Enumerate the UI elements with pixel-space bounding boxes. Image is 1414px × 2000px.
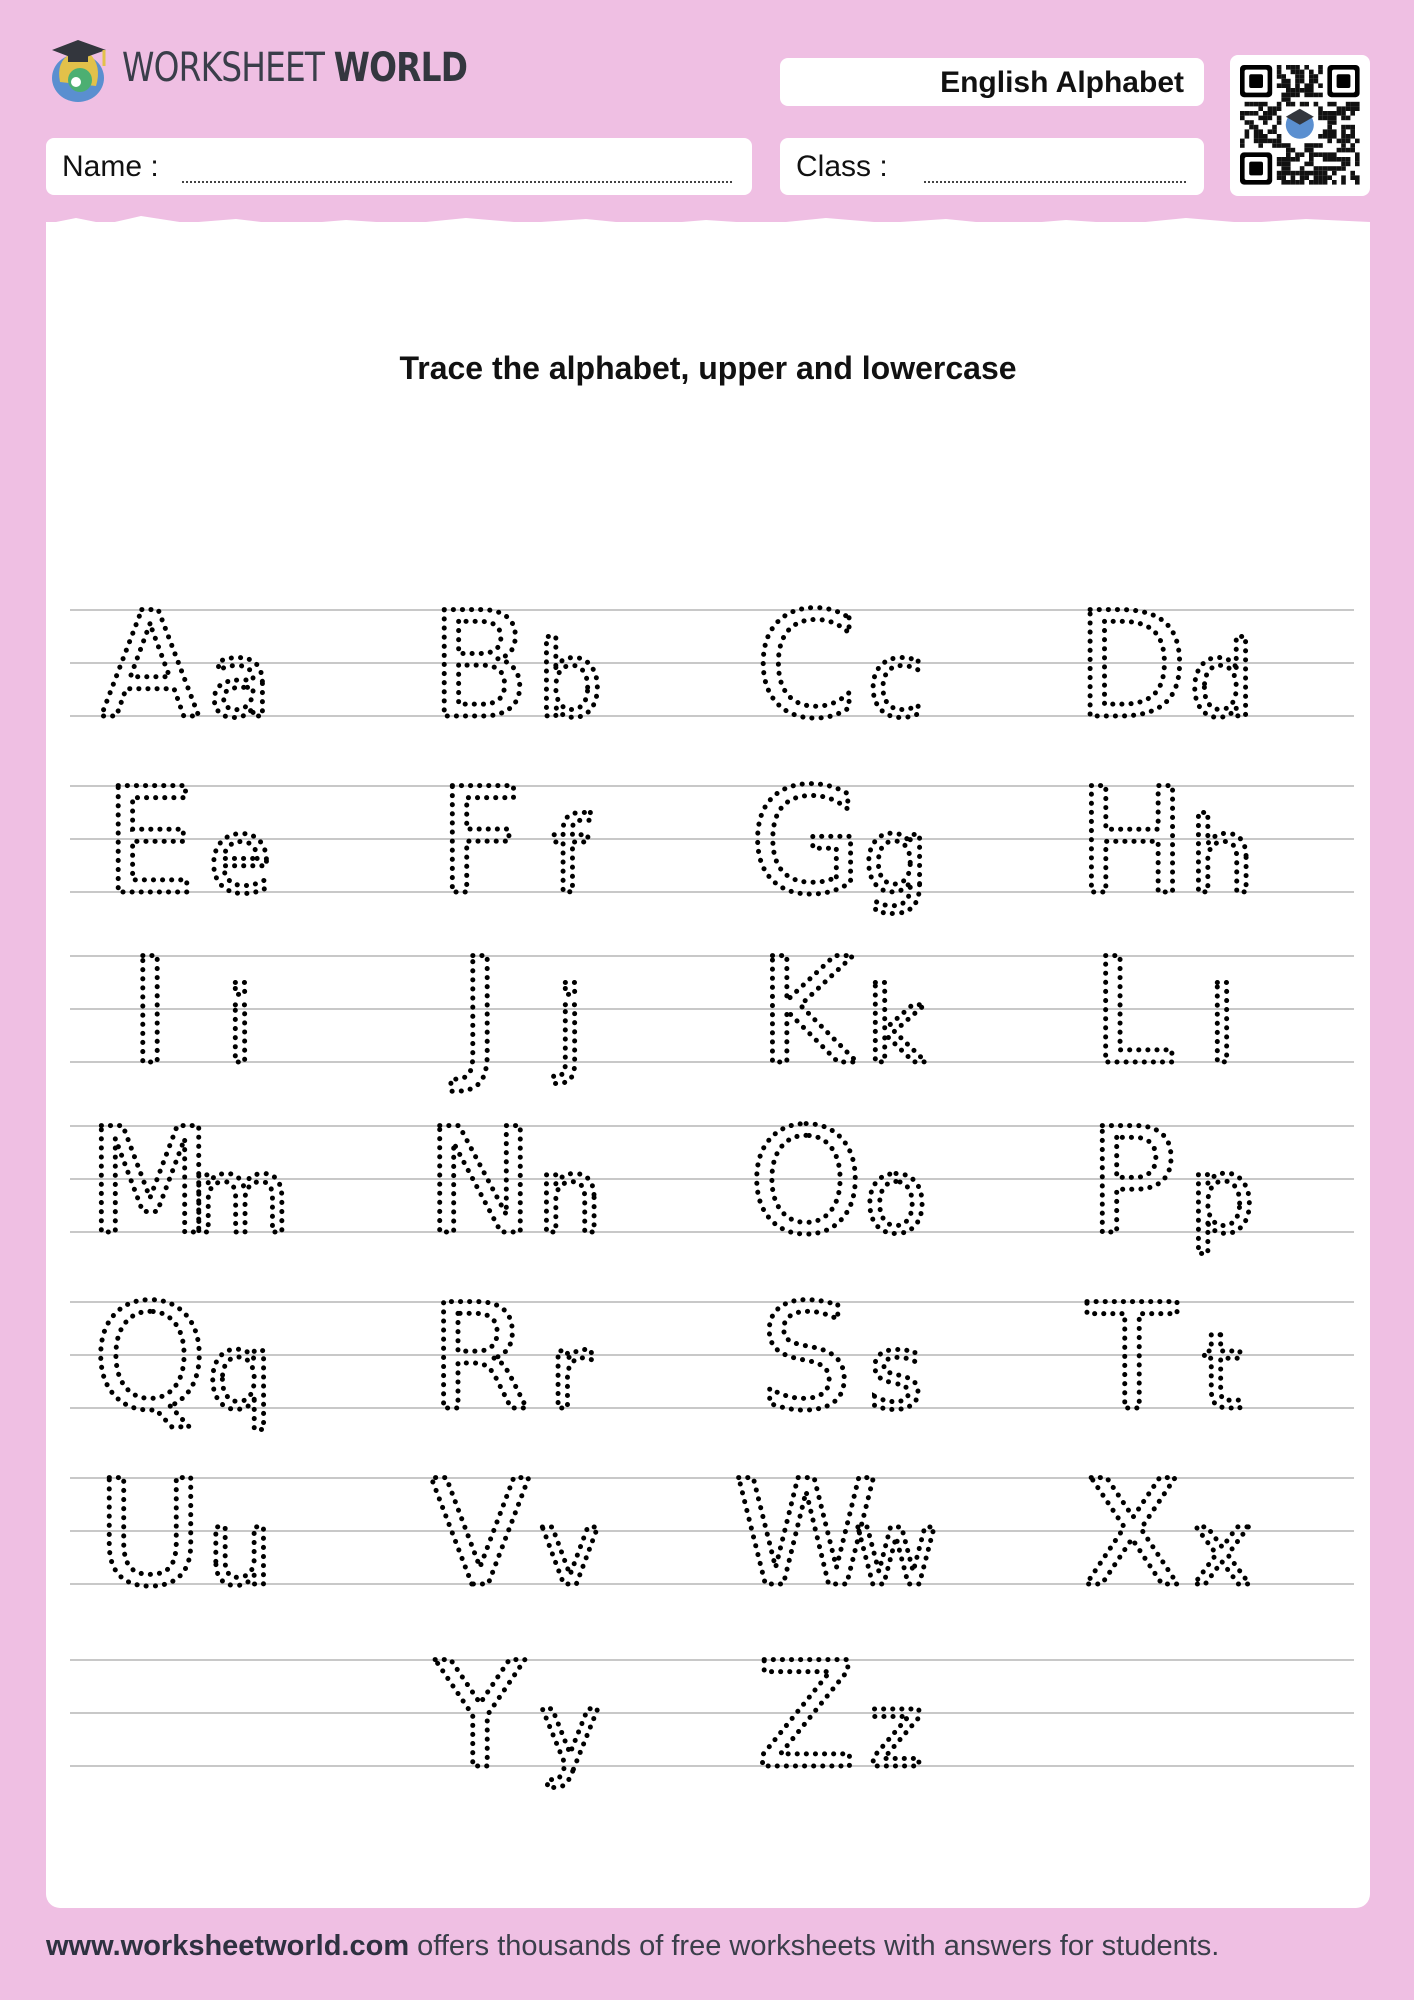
- uppercase-letter-i: I: [128, 927, 172, 1097]
- lowercase-letter-b: b: [536, 619, 604, 741]
- lowercase-letter-a: a: [208, 619, 272, 741]
- uppercase-letter-b: B: [429, 581, 531, 751]
- uppercase-letter-h: H: [1077, 757, 1187, 927]
- lowercase-letter-d: d: [1188, 619, 1256, 741]
- uppercase-letter-t: T: [1087, 1273, 1177, 1443]
- lowercase-letter-s: s: [868, 1311, 924, 1433]
- footer-tagline: offers thousands of free worksheets with answers for students.: [409, 1930, 1220, 1962]
- brand-bold: WORLD: [333, 45, 468, 91]
- lowercase-letter-x: x: [1191, 1487, 1253, 1609]
- class-label: Class :: [796, 150, 888, 183]
- uppercase-letter-s: S: [759, 1273, 853, 1443]
- lowercase-letter-o: o: [864, 1135, 928, 1257]
- uppercase-letter-z: Z: [755, 1631, 857, 1801]
- name-label: Name :: [62, 150, 159, 183]
- uppercase-letter-o: O: [748, 1097, 864, 1267]
- uppercase-letter-u: U: [96, 1449, 204, 1619]
- uppercase-letter-j: J: [458, 927, 502, 1097]
- uppercase-letter-x: X: [1081, 1449, 1183, 1619]
- lowercase-letter-g: g: [862, 795, 930, 917]
- uppercase-letter-f: F: [438, 757, 522, 927]
- uppercase-letter-m: M: [87, 1097, 213, 1267]
- lowercase-letter-z: z: [868, 1669, 924, 1791]
- footer-site[interactable]: www.worksheetworld.com: [46, 1930, 410, 1962]
- lowercase-letter-r: r: [548, 1311, 592, 1433]
- uppercase-letter-d: D: [1075, 581, 1189, 751]
- lowercase-letter-q: q: [206, 1311, 274, 1433]
- lowercase-letter-f: f: [551, 795, 589, 917]
- uppercase-letter-q: Q: [92, 1273, 208, 1443]
- uppercase-letter-c: C: [755, 581, 857, 751]
- uppercase-letter-w: W: [733, 1449, 879, 1619]
- lowercase-letter-y: y: [539, 1669, 601, 1791]
- lowercase-letter-h: h: [1189, 795, 1255, 917]
- footer-text: [46, 1930, 1219, 1963]
- uppercase-letter-n: N: [425, 1097, 535, 1267]
- lowercase-letter-p: p: [1188, 1135, 1256, 1257]
- subject-title: English Alphabet: [940, 66, 1184, 99]
- lowercase-letter-u: u: [207, 1487, 273, 1609]
- lowercase-letter-j: j: [555, 965, 585, 1087]
- uppercase-letter-y: Y: [435, 1631, 525, 1801]
- uppercase-letter-a: A: [100, 581, 200, 751]
- lowercase-letter-k: k: [865, 965, 927, 1087]
- uppercase-letter-k: K: [758, 927, 854, 1097]
- lowercase-letter-e: e: [208, 795, 272, 917]
- instruction-text: Trace the alphabet, upper and lowercase: [399, 350, 1017, 386]
- lowercase-letter-w: w: [853, 1487, 939, 1609]
- uppercase-letter-e: E: [103, 757, 197, 927]
- uppercase-letter-v: V: [430, 1449, 530, 1619]
- uppercase-letter-l: L: [1091, 927, 1173, 1097]
- lowercase-letter-i: i: [225, 965, 255, 1087]
- lowercase-letter-t: t: [1201, 1311, 1243, 1433]
- uppercase-letter-p: P: [1087, 1097, 1177, 1267]
- lowercase-letter-c: c: [867, 619, 925, 741]
- uppercase-letter-r: R: [429, 1273, 531, 1443]
- lowercase-letter-l: l: [1207, 965, 1237, 1087]
- lowercase-letter-v: v: [539, 1487, 601, 1609]
- lowercase-letter-m: m: [189, 1135, 291, 1257]
- brand-light: WORKSHEET: [122, 45, 325, 91]
- lowercase-letter-n: n: [537, 1135, 603, 1257]
- uppercase-letter-g: G: [749, 757, 863, 927]
